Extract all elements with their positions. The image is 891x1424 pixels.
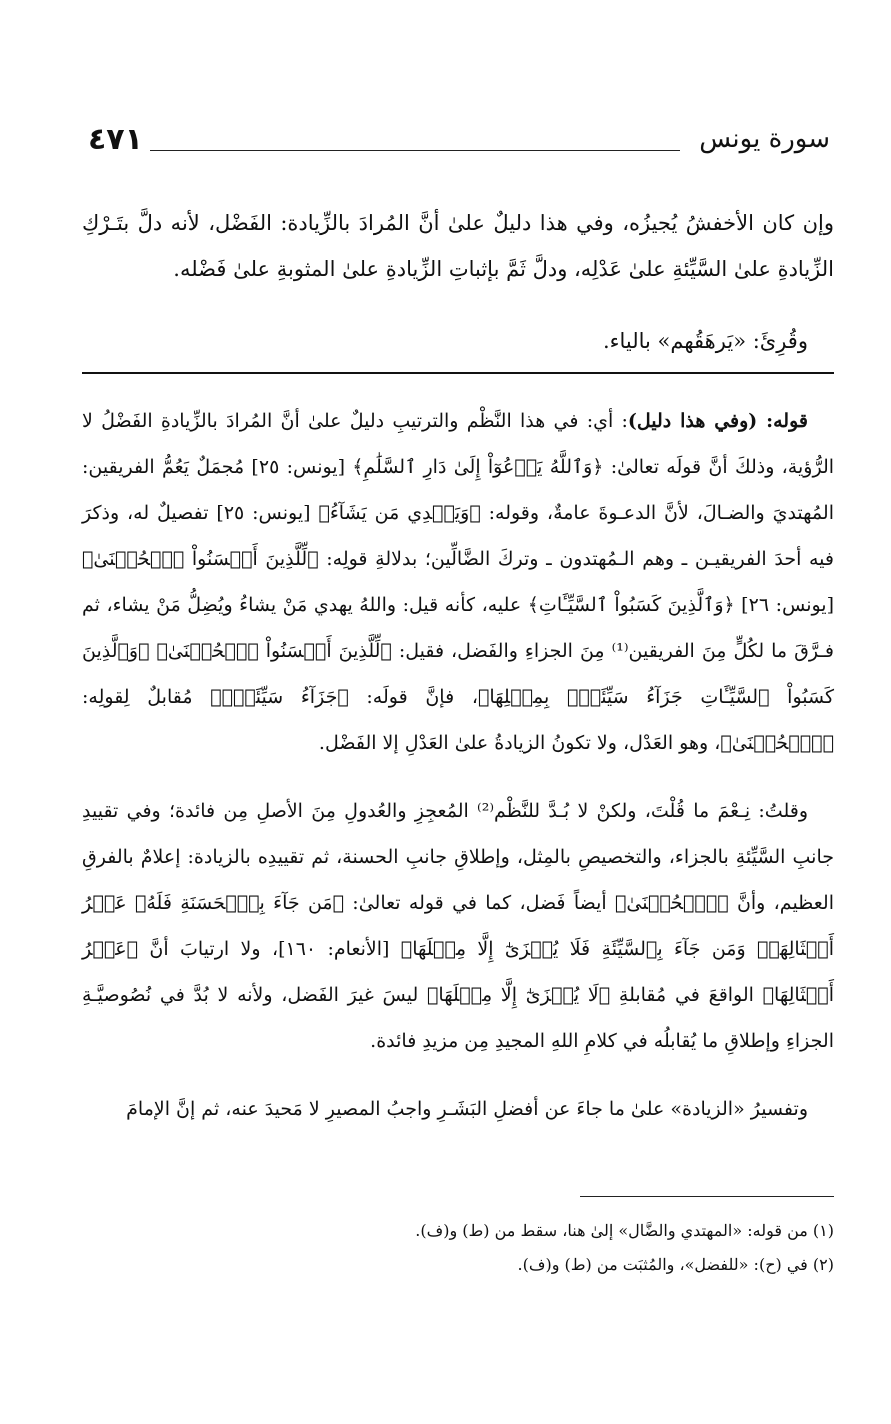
footnotes xyxy=(82,1214,834,1282)
footnote-1: (١) من قوله: «المهتدي والضَّال» إلىٰ هنا، سقط من (ط) و(ف). xyxy=(415,1221,834,1240)
main-paragraph-1: وإن كان الأخفشُ يُجيزُه، وفي هذا دليلٌ علىٰ أنَّ المُرادَ بالزِّيادة: الفَضْل، لأنه دلَّ بتَـرْكِ الزِّيادةِ علىٰ السَّيِّئةِ علىٰ عَدْلِه، ودلَّ ثَمَّ بإثباتِ الزِّيادةِ علىٰ المثوبةِ علىٰ فَضْله. xyxy=(82,211,834,281)
page-number: ٤٧١ xyxy=(88,122,143,157)
main-text xyxy=(82,200,834,390)
commentary-paragraph-1-text: : أي: في هذا النَّظْم والترتيبِ دليلٌ علىٰ أنَّ المُرادَ بالزِّيادةِ الفَضْلُ لا الرُّؤية، وذلكَ أنَّ قولَه تعالىٰ: ﴿وَٱللَّهُ يَدۡعُوٓاْ إِلَىٰ دَارِ ٱلسَّلَٰمِ﴾ [يونس: ٢٥] مُجمَلٌ يَعُمُّ الفريقين: المُهتديَ والضـالَ، لأنَّ الدعـوةَ عامةٌ، وقوله: ﴿وَيَهۡدِي مَن يَشَآءُ﴾ [يونس: ٢٥] تفصيلٌ له، وذكرَ فيه أحدَ الفريقيـن ـ وهم الـمُهتدون ـ وتركَ الضَّالِّين؛ بدلالةِ قولِه: ﴿لِّلَّذِينَ أَحۡسَنُواْ ٱلۡحُسۡنَىٰ﴾ [يونس: ٢٦] ﴿وَٱلَّذِينَ كَسَبُواْ ٱلسَّيِّـَٔاتِ﴾ عليه، كأنه قيل: واللهُ يهدي مَنْ يشاءُ ويُضِلُّ مَنْ يشاء، ثم فـرَّقَ ما لكُلٍّ مِنَ الفريقين⁽¹⁾ مِنَ الجزاءِ والفَضل، فقيل: ﴿لِّلَّذِينَ أَحۡسَنُواْ ٱلۡحُسۡنَىٰ﴾ ﴿وَٱلَّذِينَ كَسَبُواْ ٱلسَّيِّـَٔاتِ جَزَآءُ سَيِّئَةِۭ بِمِثۡلِهَا﴾، فإنَّ قولَه: ﴿جَزَآءُ سَيِّئَةِۭ﴾ مُقابلٌ لِقولِه: ﴿ٱلۡحُسۡنَىٰ﴾، وهو العَدْل، ولا تكونُ الزيادةُ علىٰ العَدْلِ إلا الفَضْل. xyxy=(82,410,835,754)
commentary xyxy=(82,398,834,1154)
main-paragraph-2: وقُرِئَ: «يَرهَقُهم» بالياء. xyxy=(602,329,808,353)
commentary-paragraph-1 xyxy=(82,398,834,766)
page-header xyxy=(88,122,830,166)
commentary-lemma: قوله: (وفي هذا دليل) xyxy=(627,410,808,432)
commentary-paragraph-2: وقلتُ: نِـعْمَ ما قُلْتَ، ولكنْ لا بُـدَّ للنَّظْم⁽²⁾ المُعجِزِ والعُدولِ مِنَ الأصلِ مِن فائدة؛ وفي تقييدِ جانبِ السَّيِّئةِ بالجزاء، والتخصيصِ بالمِثل، وإطلاقِ جانبِ الحسنة، ثم تقييدِه بالزيادة: إعلامٌ بالفرقِ العظيم، وأنَّ ﴿ٱلۡحُسۡنَىٰ﴾ أيضاً فَضل، كما في قوله تعالىٰ: ﴿مَن جَآءَ بِٱلۡحَسَنَةِ فَلَهُۥ عَشۡرُ أَمۡثَالِهَاۖ وَمَن جَآءَ بِٱلسَّيِّئَةِ فَلَا يُجۡزَىٰٓ إِلَّا مِثۡلَهَا﴾ [الأنعام: ١٦٠]، ولا ارتيابَ أنَّ ﴿عَشۡرُ أَمۡثَالِهَا﴾ الواقعَ في مُقابلةِ ﴿لَا يُجۡزَىٰٓ إِلَّا مِثۡلَهَا﴾ ليسَ غيرَ الفَضل، ولأنه لا بُدَّ في نُصُوصيَّـةِ الجزاءِ وإطلاقِ ما يُقابلُه في كلامِ اللهِ المجيدِ مِن مزيدِ فائدة. xyxy=(82,800,834,1052)
running-title: سورة يونس xyxy=(699,124,830,154)
header-rule xyxy=(150,150,680,151)
commentary-paragraph-3: وتفسيرُ «الزيادة» علىٰ ما جاءَ عن أفضلِ البَشَـرِ واجبُ المصيرِ لا مَحيدَ عنه، ثم إنَّ الإمامَ xyxy=(126,1098,808,1120)
section-divider xyxy=(82,372,834,374)
footnote-divider xyxy=(580,1196,834,1197)
footnote-2: (٢) في (ح): «للفضل»، والمُثبَت من (ط) و(ف). xyxy=(517,1255,834,1274)
